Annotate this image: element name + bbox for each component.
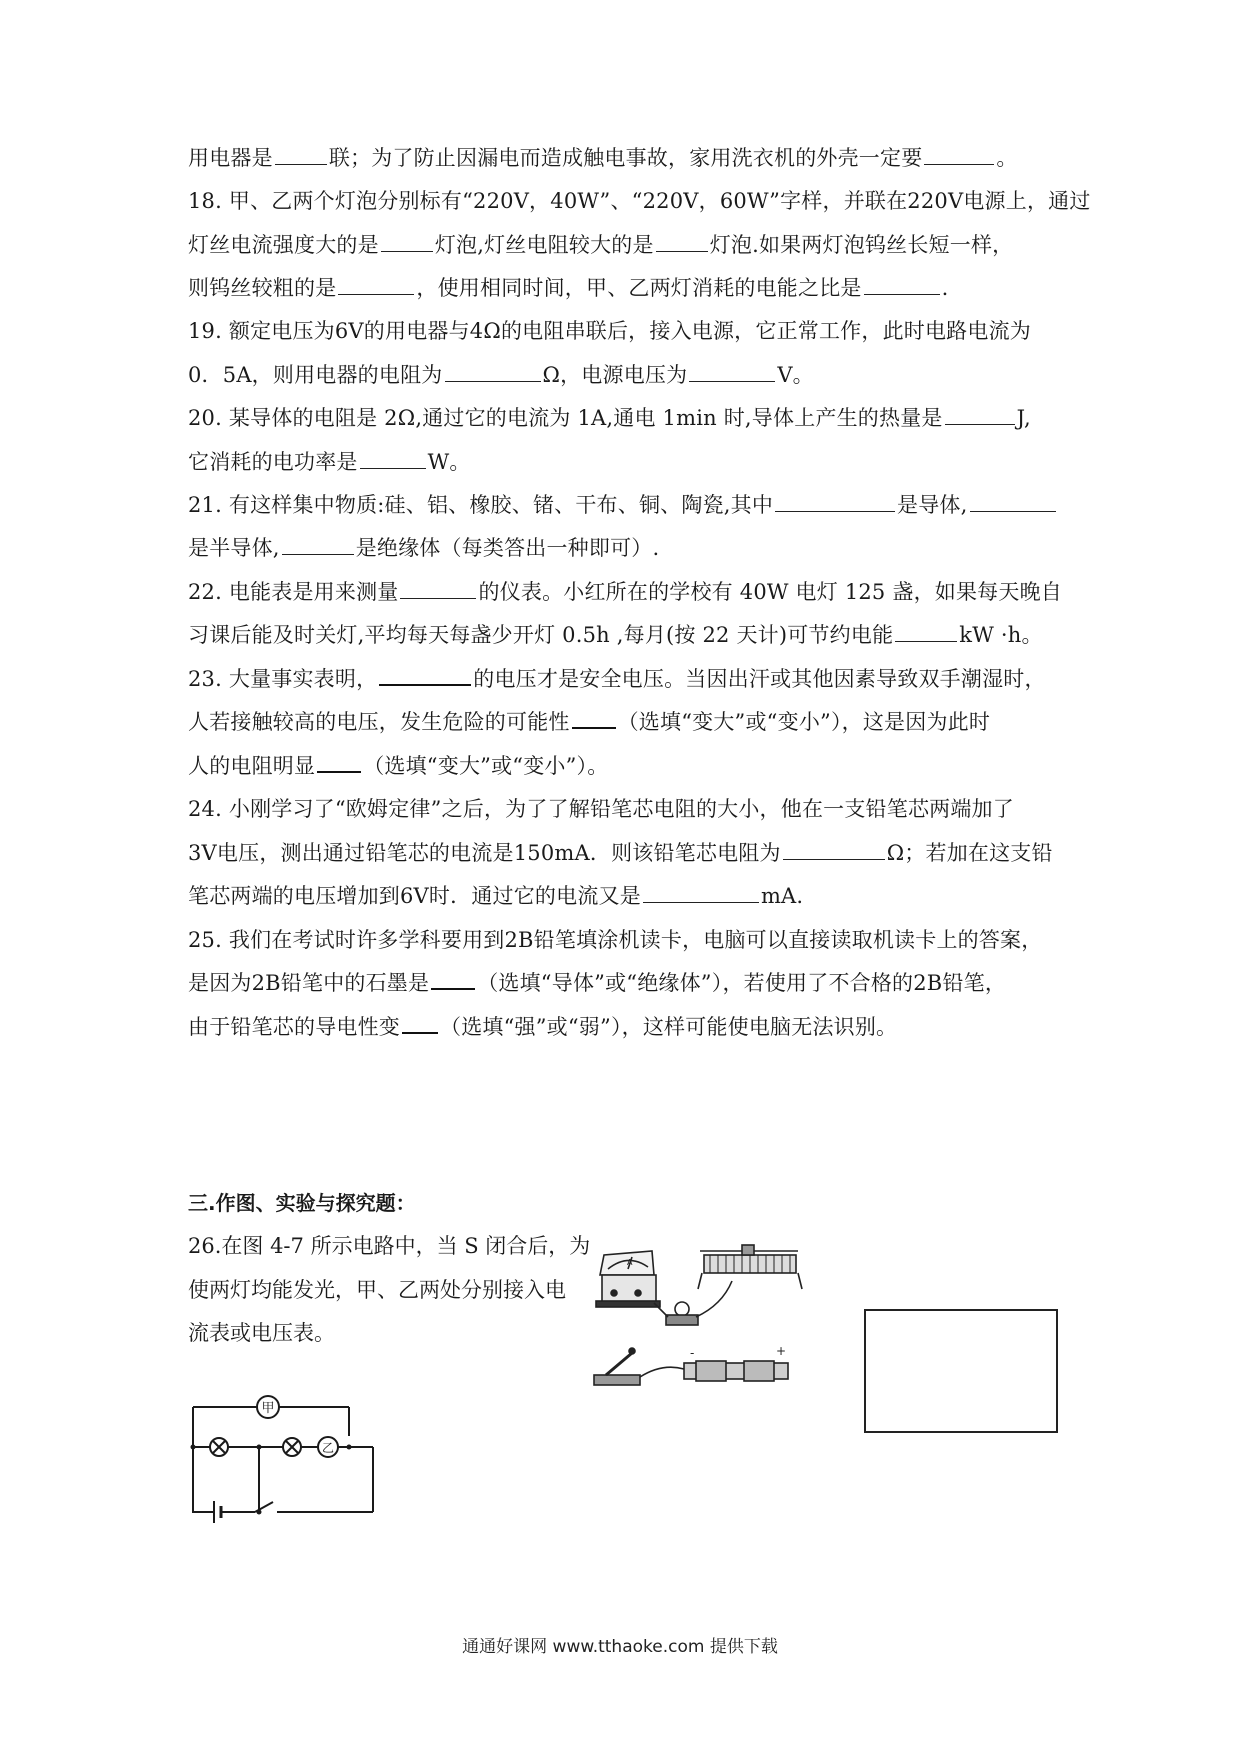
junction-dot: [347, 1445, 352, 1450]
q21-line-1: [188, 490, 1058, 520]
answer-blank[interactable]: [643, 882, 759, 903]
q18-text: 灯泡,灯丝电阻较大的是: [434, 233, 654, 257]
footer-credit: 通通好课网 www.tthaoke.com 提供下载: [462, 1637, 778, 1657]
q23-line-1: [188, 664, 1058, 694]
answer-blank[interactable]: [945, 404, 1015, 425]
battery-minus-label: -: [690, 1346, 695, 1360]
q26-line-2: 使两灯均能发光，甲、乙两处分别接入电: [188, 1278, 566, 1302]
q18-line-2: [188, 230, 1058, 260]
q25-line-3: [188, 1012, 1058, 1042]
q18-line-3: [188, 273, 1058, 303]
circuit-wire: [193, 1407, 214, 1512]
answer-blank[interactable]: [445, 361, 541, 382]
answer-blank[interactable]: [317, 751, 361, 773]
q23-text: 的电压才是安全电压。当因出汗或其他因素导致双手潮湿时，: [473, 667, 1046, 691]
q19-line-1: 19. 额定电压为6V的用电器与4Ω的电阻串联后，接入电源，它正常工作，此时电路电流为: [188, 319, 1031, 343]
switch-icon: [594, 1348, 684, 1385]
q23-text: （选填“变大”或“变小”）。: [363, 754, 609, 778]
answer-blank[interactable]: [775, 491, 895, 512]
answer-blank[interactable]: [864, 274, 940, 295]
answer-blank[interactable]: [689, 361, 775, 382]
q21-text: 是绝缘体（每类答出一种即可）.: [355, 536, 660, 560]
q22-text: kW ·h。: [959, 623, 1043, 647]
ammeter-icon: [596, 1251, 660, 1307]
q23-text: 人若接触较高的电压，发生危险的可能性: [188, 710, 570, 734]
circuit-diagram: [185, 1388, 385, 1538]
q25-text: （选填“导体”或“绝缘体”），若使用了不合格的2B铅笔，: [477, 971, 1007, 995]
answer-blank[interactable]: [783, 839, 885, 860]
q22-line-2: [188, 620, 1058, 650]
q21-text: 21. 有这样集中物质:硅、铝、橡胶、锗、干布、铜、陶瓷,其中: [188, 493, 774, 517]
answer-blank[interactable]: [924, 144, 994, 165]
rheostat-icon: [698, 1245, 802, 1289]
q23-text: 人的电阻明显: [188, 754, 316, 778]
q24-text: 笔芯两端的电压增加到6V时．通过它的电流又是: [188, 884, 641, 908]
q18-text: .: [941, 276, 949, 300]
q17-text-b: 联；为了防止因漏电而造成触电事故，家用洗衣机的外壳一定要: [328, 146, 923, 170]
q20-line-1: [188, 403, 1058, 433]
answer-blank[interactable]: [572, 707, 616, 729]
apparatus-illustration: [592, 1245, 810, 1395]
q17-text-a: 用电器是: [188, 146, 273, 170]
answer-blank[interactable]: [895, 621, 957, 642]
section-3-title: 三.作图、实验与探究题：: [188, 1191, 416, 1215]
q18-text: ，使用相同时间，甲、乙两灯消耗的电能之比是: [416, 276, 862, 300]
q20-text: 20. 某导体的电阻是 2Ω,通过它的电流为 1A,通电 1min 时,导体上产生的热量是: [188, 406, 943, 430]
q23-line-2: [188, 707, 1058, 737]
q22-text: 的仪表。小红所在的学校有 40W 电灯 125 盏，如果每天晚自: [478, 580, 1062, 604]
meter-yi-label: 乙: [321, 1441, 335, 1455]
answer-blank[interactable]: [275, 144, 327, 165]
q22-text: 22. 电能表是用来测量: [188, 580, 399, 604]
bulb-icon: [654, 1281, 732, 1325]
q19-text: 0．5A，则用电器的电阻为: [188, 363, 443, 387]
q19-line-2: [188, 360, 1058, 390]
q25-text: （选填“强”或“弱”），这样可能使电脑无法识别。: [440, 1015, 898, 1039]
answer-blank[interactable]: [381, 231, 433, 252]
q25-text: 由于铅笔芯的导电性变: [188, 1015, 400, 1039]
q18-text: 则钨丝较粗的是: [188, 276, 337, 300]
q24-text: 3V电压，测出通过铅笔芯的电流是150mA．则该铅笔芯电阻为: [188, 841, 781, 865]
q21-line-2: [188, 533, 1058, 563]
svg-text:A: A: [627, 1258, 633, 1267]
q24-line-3: [188, 881, 1058, 911]
answer-blank[interactable]: [402, 1012, 438, 1034]
q18-line-1: 18. 甲、乙两个灯泡分别标有“220V，40W”、“220V，60W”字样，并联在220V电源上，通过: [188, 189, 1091, 213]
q18-text: 灯泡.如果两灯泡钨丝长短一样，: [709, 233, 1014, 257]
answer-blank[interactable]: [379, 664, 471, 686]
q20-text: W。: [427, 450, 471, 474]
q24-text: Ω；若加在这支铅: [886, 841, 1053, 865]
q20-text: 它消耗的电功率是: [188, 450, 358, 474]
q25-text: 是因为2B铅笔中的石墨是: [188, 971, 430, 995]
q19-text: V。: [777, 363, 814, 387]
answer-blank[interactable]: [282, 534, 354, 555]
junction-dot: [257, 1510, 262, 1515]
q19-text: Ω，电源电压为: [542, 363, 688, 387]
q24-line-2: [188, 838, 1058, 868]
answer-blank[interactable]: [360, 448, 426, 469]
battery-icon: [684, 1361, 788, 1381]
junction-dot: [191, 1445, 196, 1450]
q25-line-1: 25. 我们在考试时许多学科要用到2B铅笔填涂机读卡，电脑可以直接读取机读卡上的答案，: [188, 928, 1043, 952]
q20-text: J,: [1016, 406, 1031, 430]
battery-plus-label: +: [776, 1344, 787, 1358]
q22-line-1: [188, 577, 1062, 607]
answer-blank[interactable]: [338, 274, 414, 295]
answer-blank[interactable]: [431, 968, 475, 990]
q21-text: 是导体,: [897, 493, 968, 517]
q21-text: 是半导体,: [188, 536, 280, 560]
q18-text: 灯丝电流强度大的是: [188, 233, 379, 257]
answer-blank[interactable]: [970, 491, 1056, 512]
q17-tail-line: [188, 143, 1058, 173]
q25-line-2: [188, 968, 1058, 998]
q20-line-2: [188, 447, 1058, 477]
q26-line-3: 流表或电压表。: [188, 1321, 335, 1345]
q23-text: （选填“变大”或“变小”），这是因为此时: [617, 710, 991, 734]
q24-text: mA.: [760, 884, 804, 908]
q17-text-c: 。: [996, 146, 1018, 170]
q22-text: 习课后能及时关灯,平均每天每盏少开灯 0.5h ,每月(按 22 天计)可节约电能: [188, 623, 894, 647]
drawing-answer-box[interactable]: [864, 1309, 1058, 1433]
meter-jia-label: 甲: [261, 1401, 275, 1416]
answer-blank[interactable]: [656, 231, 708, 252]
junction-dot: [257, 1445, 262, 1450]
q24-line-1: 24. 小刚学习了“欧姆定律”之后，为了了解铅笔芯电阻的大小，他在一支铅笔芯两端加了: [188, 797, 1014, 821]
q23-line-3: [188, 751, 1058, 781]
answer-blank[interactable]: [400, 578, 476, 599]
q26-line-1: 26.在图 4-7 所示电路中，当 S 闭合后，为: [188, 1234, 591, 1258]
q23-text: 23. 大量事实表明，: [188, 667, 378, 691]
